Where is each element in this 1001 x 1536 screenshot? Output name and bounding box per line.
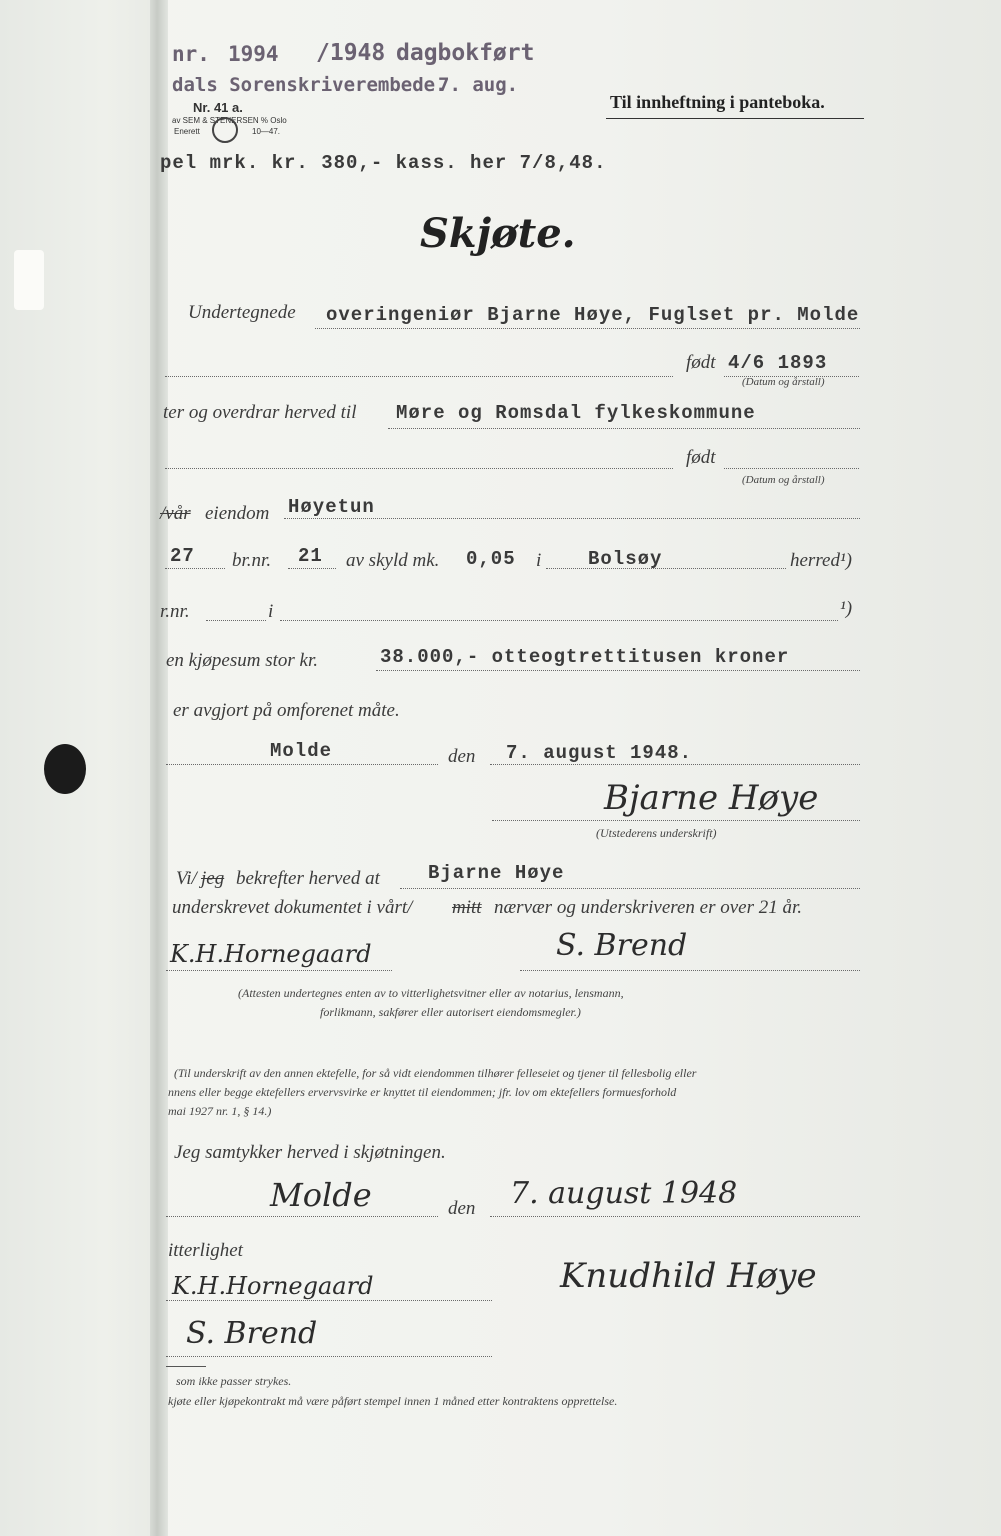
brnr-value: 21 xyxy=(298,545,323,567)
samtykke-text: Jeg samtykker herved i skjøtningen. xyxy=(174,1142,446,1163)
blank-line-2 xyxy=(165,468,673,469)
spouse-place-line xyxy=(166,1216,438,1217)
form-number: Nr. 41 a. xyxy=(193,100,243,115)
herred-label: herred¹) xyxy=(790,550,852,571)
witness-sig1-line xyxy=(166,970,392,971)
den-label: den xyxy=(448,746,476,767)
witness-signature-2: S. Brend xyxy=(556,928,688,963)
header-note: Til innheftning i panteboka. xyxy=(610,92,825,112)
header-underline xyxy=(606,118,864,119)
herred-value: Bolsøy xyxy=(588,548,663,570)
spouse-signature: Knudhild Høye xyxy=(560,1256,817,1296)
witness-sig2-line xyxy=(520,970,860,971)
fodt2-label: født xyxy=(686,447,716,468)
page-fold xyxy=(150,0,168,1536)
spouse-witness-1: K.H.Hornegaard xyxy=(172,1272,374,1300)
place-line xyxy=(166,764,438,765)
i-label: i xyxy=(536,550,542,571)
signature-line xyxy=(492,820,860,821)
signature-hint: (Utstederens underskrift) xyxy=(596,826,717,840)
i2-line xyxy=(280,620,838,621)
witness-name-line xyxy=(400,888,860,889)
gnr-value: 27 xyxy=(170,545,195,567)
spouse-witness1-line xyxy=(166,1300,492,1301)
form-enerett: Enerett xyxy=(174,127,200,136)
stamp-year: /1948 xyxy=(316,40,386,66)
form-publisher: av SEM & STENERSEN % Oslo xyxy=(172,116,287,125)
mitt-struck: mitt xyxy=(452,897,482,918)
spouse-witness-2: S. Brend xyxy=(186,1316,318,1351)
datum-hint-2: (Datum og årstall) xyxy=(742,474,825,486)
eiendom-line xyxy=(284,518,860,519)
vitterlighet-label: itterlighet xyxy=(168,1240,243,1261)
punch-hole-icon xyxy=(44,744,86,794)
vi-label: Vi/ xyxy=(176,868,197,889)
rnr-label: r.nr. xyxy=(160,601,190,622)
kjopesum-value: 38.000,- otteogtrettitusen kroner xyxy=(380,646,790,668)
eiendom-prefix: /vår xyxy=(160,503,191,524)
witness-name: Bjarne Høye xyxy=(428,862,565,884)
paper-edge-tab xyxy=(14,250,44,310)
datum-hint: (Datum og årstall) xyxy=(742,376,825,388)
stamp-duty: pel mrk. kr. 380,- kass. her 7/8,48. xyxy=(160,152,607,174)
kjopesum-line xyxy=(376,670,860,671)
witness-note-2: forlikmann, sakfører eller autorisert eiendomsmegler.) xyxy=(320,1005,581,1019)
jeg-struck: jeg xyxy=(201,868,225,889)
issuer-signature: Bjarne Høye xyxy=(604,778,819,818)
spouse-note-3: mai 1927 nr. 1, § 14.) xyxy=(168,1104,272,1118)
form-date-code: 10—47. xyxy=(252,127,281,136)
undertegnede-label: Undertegnede xyxy=(188,302,296,323)
eiendom-label: eiendom xyxy=(205,503,270,524)
overdrar-label: ter og overdrar herved til xyxy=(163,402,357,423)
bekrefter-label: bekrefter herved at xyxy=(236,868,380,889)
stamp-date: 7. aug. xyxy=(438,74,519,96)
footnote-mark: ¹) xyxy=(840,598,853,619)
gnr-line xyxy=(165,568,225,569)
blank-line-1 xyxy=(165,376,673,377)
date-value: 7. august 1948. xyxy=(506,742,693,764)
document-title: Skjøte. xyxy=(420,210,576,257)
place-value: Molde xyxy=(270,740,333,762)
spouse-note-2: nnens eller begge ektefellers ervervsvirke er knyttet til eiendommen; jfr. lov om ektefellers formuesforhold xyxy=(168,1085,677,1099)
rnr-line xyxy=(206,620,266,621)
date-line xyxy=(490,764,860,765)
footer-rule xyxy=(166,1366,206,1367)
brnr-label: br.nr. xyxy=(232,550,272,571)
witness-line2-b: nærvær og underskriveren er over 21 år. xyxy=(494,897,803,918)
spouse-witness2-line xyxy=(166,1356,492,1357)
witness-line2-a: underskrevet dokumentet i vårt/ xyxy=(172,897,413,918)
witness-note-1: (Attesten undertegnes enten av to vitterlighetsvitner eller av notarius, lensmann, xyxy=(238,986,624,1000)
witness-signature-1: K.H.Hornegaard xyxy=(170,940,372,968)
stamp-dagbokfort: dagbokført xyxy=(396,40,535,66)
spouse-date: 7. august 1948 xyxy=(510,1176,738,1211)
stamp-nr: nr. xyxy=(172,42,210,66)
spouse-note-1: (Til underskrift av den annen ektefelle, for så vidt eiendommen tilhører felleseiet og tjener til fellesbolig eller xyxy=(174,1066,697,1080)
skyld-value: 0,05 xyxy=(466,548,516,570)
spouse-place: Molde xyxy=(270,1176,372,1214)
brnr-line xyxy=(288,568,336,569)
stamp-office: dals Sorenskriverembede. xyxy=(172,74,447,96)
skyld-label: av skyld mk. xyxy=(346,550,440,571)
i2-label: i xyxy=(268,601,274,622)
avgjort-text: er avgjort på omforenet måte. xyxy=(173,700,400,721)
footer-line-2: kjøte eller kjøpekontrakt må være påført stempel innen 1 måned etter kontraktens opprettelse. xyxy=(168,1394,618,1408)
overdrar-line xyxy=(388,428,860,429)
fodt-label: født xyxy=(686,352,716,373)
kjopesum-label: en kjøpesum stor kr. xyxy=(166,650,318,671)
fodt-value: 4/6 1893 xyxy=(728,352,828,374)
spouse-den-label: den xyxy=(448,1198,476,1219)
footer-line-1: som ikke passer strykes. xyxy=(176,1374,292,1388)
stamp-number: 1994 xyxy=(228,42,279,66)
overdrar-value: Møre og Romsdal fylkeskommune xyxy=(396,402,756,424)
fodt2-line xyxy=(724,468,859,469)
eiendom-value: Høyetun xyxy=(288,496,375,518)
undertegnede-value: overingeniør Bjarne Høye, Fuglset pr. Molde xyxy=(326,304,860,326)
publisher-logo-icon xyxy=(212,117,238,143)
spouse-date-line xyxy=(490,1216,860,1217)
undertegnede-line xyxy=(315,328,860,329)
herred-line xyxy=(546,568,786,569)
